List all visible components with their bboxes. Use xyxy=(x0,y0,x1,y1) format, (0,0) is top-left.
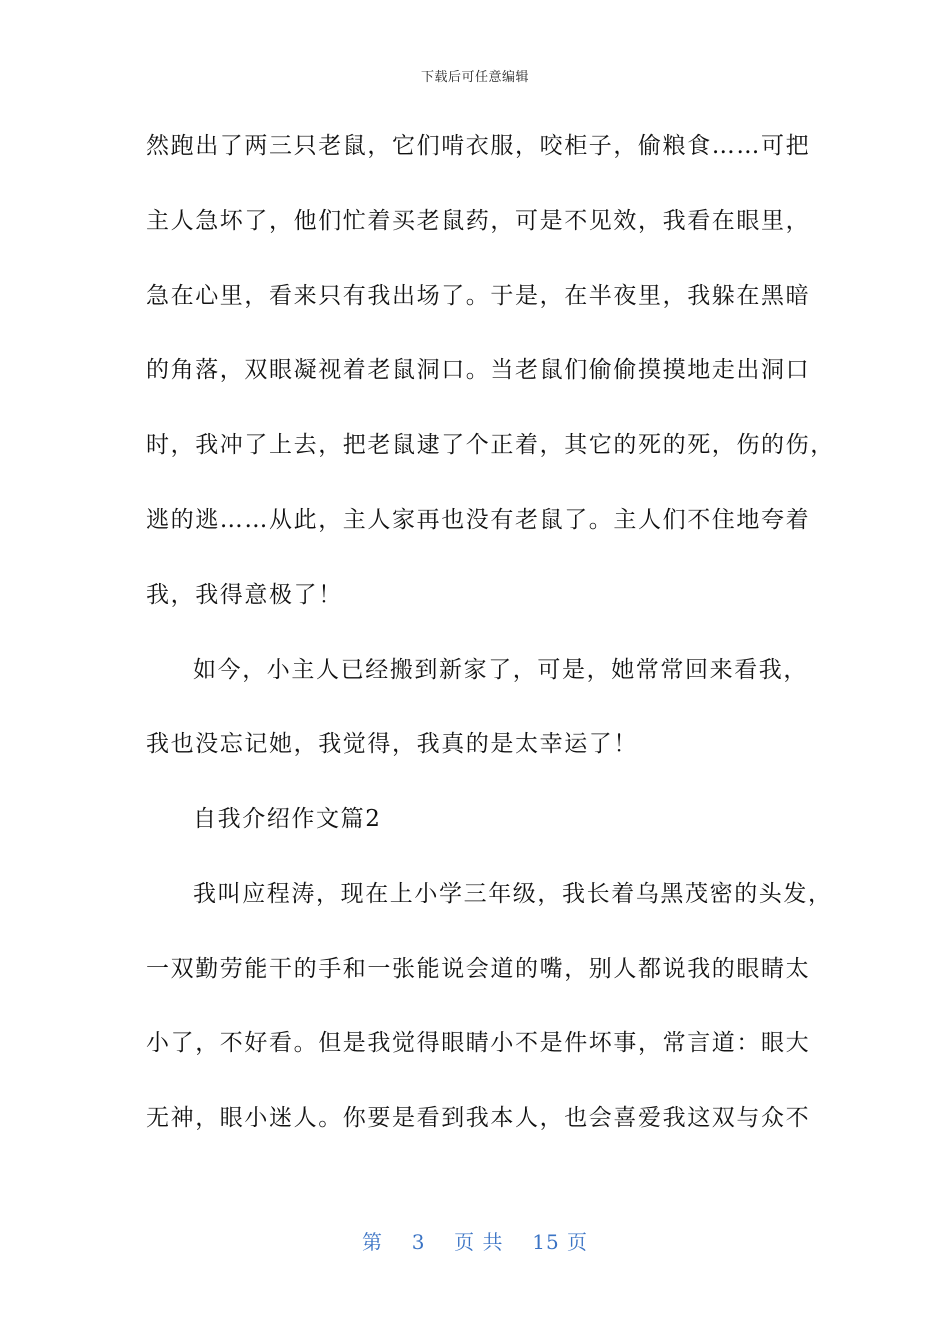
text-line: 我叫应程涛，现在上小学三年级，我长着乌黑茂密的头发， xyxy=(193,881,833,907)
text-line: 急在心里，看来只有我出场了。于是，在半夜里，我躲在黑暗 xyxy=(146,283,811,309)
footer-prefix: 第 xyxy=(361,1230,383,1254)
text-line: 我也没忘记她，我觉得，我真的是太幸运了！ xyxy=(146,731,638,757)
text-line: 逃的逃……从此，主人家再也没有老鼠了。主人们不住地夸着 xyxy=(146,507,811,533)
text-line: 然跑出了两三只老鼠，它们啃衣服，咬柜子，偷粮食……可把 xyxy=(146,133,811,159)
text-line: 无神，眼小迷人。你要是看到我本人，也会喜爱我这双与众不 xyxy=(146,1105,811,1131)
page-header-note: 下载后可任意编辑 xyxy=(420,70,529,85)
section-heading: 自我介绍作文篇2 xyxy=(193,806,382,832)
text-line: 小了，不好看。但是我觉得眼睛小不是件坏事，常言道：眼大 xyxy=(146,1030,811,1056)
text-line: 的角落，双眼凝视着老鼠洞口。当老鼠们偷偷摸摸地走出洞口 xyxy=(146,357,811,383)
footer-mid: 页 共 xyxy=(454,1230,504,1254)
text-line: 我，我得意极了！ xyxy=(146,582,343,608)
text-line: 如今，小主人已经搬到新家了，可是，她常常回来看我， xyxy=(193,657,808,683)
text-line: 一双勤劳能干的手和一张能说会道的嘴，别人都说我的眼睛太 xyxy=(146,956,811,982)
footer-current-page: 3 xyxy=(411,1230,426,1254)
text-line: 主人急坏了，他们忙着买老鼠药，可是不见效，我看在眼里， xyxy=(146,208,811,234)
page-number-footer xyxy=(0,1226,950,1255)
text-line: 时，我冲了上去，把老鼠逮了个正着，其它的死的死，伤的伤， xyxy=(146,432,835,458)
footer-total-pages: 15 xyxy=(532,1230,560,1254)
footer-suffix: 页 xyxy=(567,1230,589,1254)
